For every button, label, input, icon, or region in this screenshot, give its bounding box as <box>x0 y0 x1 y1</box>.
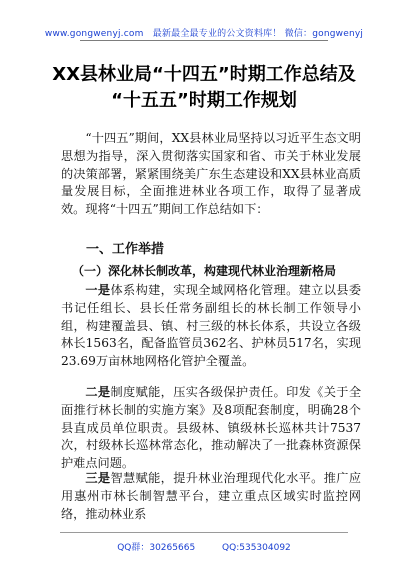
paragraph-3 <box>61 470 361 523</box>
paragraph-2 <box>61 384 361 473</box>
footer-qq: QQ:535304092 <box>222 543 291 553</box>
paragraph-3-lead: 三是 <box>85 471 111 485</box>
footer-qq-group: QQ群：30265665 <box>117 543 196 553</box>
header-banner: www.gongwenyj.com 最新最全最专业的公文资料库！ 微信：gongwenyj <box>44 29 364 39</box>
document-title <box>40 62 368 114</box>
subsection-heading: （一）深化林长制改革，构建现代林业治理新格局 <box>72 264 337 278</box>
paragraph-2-text: 制度赋能，压实各级保护责任。印发《关于全面推行林长制的实施方案》及8项配套制度，明确28个县直成员单位职责。县级林、镇级林长巡林共计7537次，村级林长巡林常态化，推动解决了一批森林资源保护难点问题。 <box>61 385 362 471</box>
footer-contacts <box>0 540 408 553</box>
paragraph-2-lead: 二是 <box>85 385 111 399</box>
section-heading: 一、工作举措 <box>86 242 165 257</box>
paragraph-3-text: 智慧赋能，提升林业治理现代化水平。推广应用惠州市林长制智慧平台，建立重点区域实时监控网络，推动林业系 <box>61 471 362 521</box>
title-line-2: “十五五”时期工作规划 <box>111 90 297 111</box>
paragraph-1-lead: 一是 <box>85 283 111 297</box>
intro-paragraph: “十四五”期间，XX县林业局坚持以习近平生态文明思想为指导，深入贯彻落实国家和省、市关于林业发展的决策部署，紧紧围绕美广东生态建设和XX县林业高质量发展目标，全面推进林业各项工作，取得了显著成效。现将“十四五”期间工作总结如下： <box>61 131 361 217</box>
paragraph-1-text: 体系构建，实现全域网格化管理。建立以县委书记任组长、县长任常务副组长的林长制工作领导小组，构建覆盖县、镇、村三级的林长体系，共设立各级林长1563名，配备监管员362名、护林员517名，实现23.69万亩林地网格化管护全覆盖。 <box>61 283 362 369</box>
paragraph-1 <box>61 282 361 371</box>
title-line-1: XX县林业局“十四五”时期工作总结及 <box>52 64 356 85</box>
header-divider <box>80 40 328 41</box>
footer-divider <box>60 532 348 533</box>
